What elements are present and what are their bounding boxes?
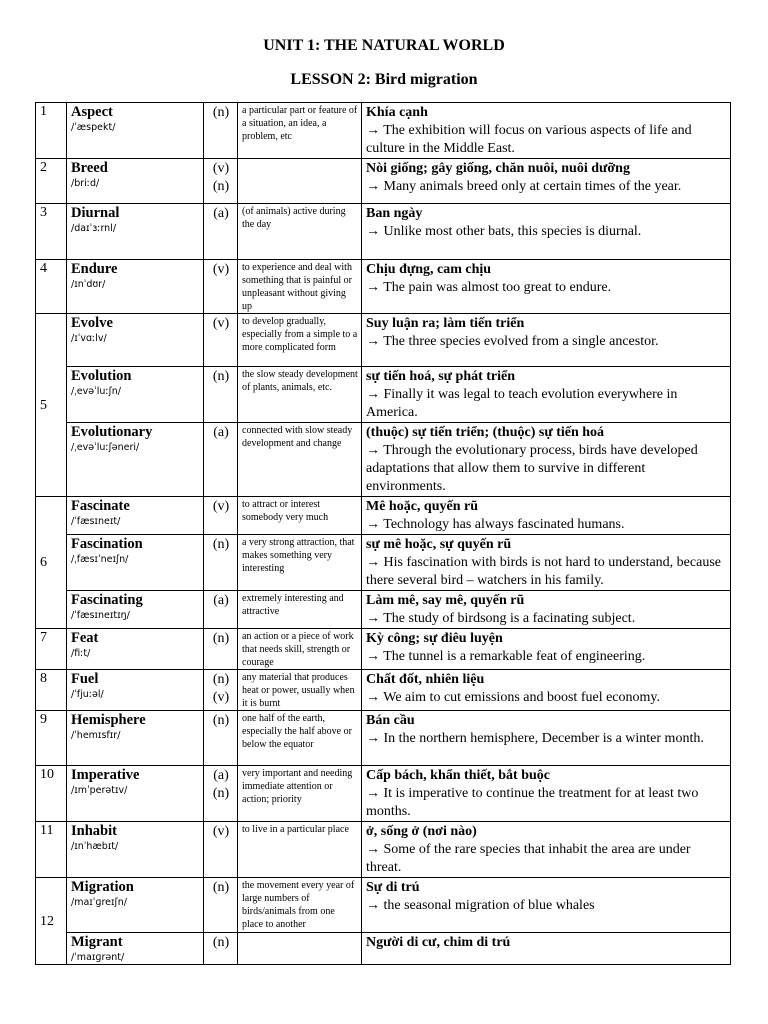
arrow-icon: →	[366, 898, 380, 913]
example-sentence	[366, 122, 727, 158]
meaning-cell	[362, 314, 731, 367]
phonetic-transcription: /briːd/	[71, 178, 100, 189]
table-row	[36, 367, 731, 423]
vietnamese-meaning: Cấp bách, khẩn thiết, bắt buộc	[366, 768, 550, 783]
part-of-speech: (a)	[213, 768, 229, 783]
row-number: 7	[36, 629, 67, 670]
definition	[238, 933, 362, 965]
example-text: Finally it was legal to teach evolution everywhere in America.	[366, 387, 678, 420]
vocab-word: Feat	[71, 630, 99, 646]
row-number: 12	[36, 878, 67, 965]
part-of-speech: (n)	[212, 369, 230, 384]
example-text: Unlike most other bats, this species is diurnal.	[383, 224, 642, 239]
word-cell	[67, 159, 204, 204]
part-of-speech-cell	[204, 497, 238, 535]
word-cell	[67, 629, 204, 670]
example-text: Technology has always fascinated humans.	[383, 517, 625, 532]
meaning-cell	[362, 878, 731, 933]
arrow-icon: →	[366, 224, 380, 239]
word-cell	[67, 497, 204, 535]
part-of-speech-cell	[204, 535, 238, 591]
word-cell	[67, 535, 204, 591]
meaning-cell	[362, 204, 731, 260]
vocabulary-table	[35, 102, 731, 965]
part-of-speech: (a)	[213, 593, 229, 608]
part-of-speech: (n)	[212, 537, 230, 552]
definition	[238, 159, 362, 204]
row-number: 5	[36, 314, 67, 497]
word-cell	[67, 822, 204, 878]
meaning-cell	[362, 535, 731, 591]
vietnamese-meaning: Ban ngày	[366, 206, 423, 221]
vocab-word: Evolutionary	[71, 424, 153, 440]
vietnamese-meaning: Khía cạnh	[366, 105, 428, 120]
definition: any material that produces heat or power, usually when it is burnt	[238, 670, 362, 711]
example-text: Some of the rare species that inhabit the area are under threat.	[366, 842, 691, 875]
example-sentence	[366, 785, 727, 821]
arrow-icon: →	[366, 649, 380, 664]
row-number: 3	[36, 204, 67, 260]
phonetic-transcription: /ɪnˈdʊr/	[71, 279, 106, 290]
phonetic-transcription: /ˈhemɪsfɪr/	[71, 730, 121, 741]
example-sentence	[366, 223, 727, 241]
vietnamese-meaning: (thuộc) sự tiến triển; (thuộc) sự tiến hoá	[366, 425, 605, 440]
word-cell	[67, 423, 204, 497]
example-text: The exhibition will focus on various aspects of life and culture in the Middle East.	[366, 123, 692, 156]
arrow-icon: →	[366, 690, 380, 705]
example-text: The three species evolved from a single ancestor.	[383, 334, 659, 349]
part-of-speech: (a)	[213, 425, 229, 440]
example-sentence	[366, 841, 727, 877]
phonetic-transcription: /daɪˈɜːrnl/	[71, 223, 117, 234]
word-cell	[67, 878, 204, 933]
part-of-speech: (v)	[212, 161, 230, 176]
phonetic-transcription: /ˌevəˈluːʃəneri/	[71, 442, 140, 453]
row-number: 11	[36, 822, 67, 878]
arrow-icon: →	[366, 387, 380, 402]
definition: extremely interesting and attractive	[238, 591, 362, 629]
part-of-speech: (n)	[212, 935, 230, 950]
vietnamese-meaning: Chịu đựng, cam chịu	[366, 262, 492, 277]
table-row	[36, 766, 731, 822]
arrow-icon: →	[366, 280, 380, 295]
example-text: The tunnel is a remarkable feat of engineering.	[383, 649, 646, 664]
vietnamese-meaning: Bán cầu	[366, 713, 415, 728]
table-row	[36, 260, 731, 314]
table-row	[36, 933, 731, 965]
table-row	[36, 822, 731, 878]
arrow-icon: →	[366, 731, 380, 746]
table-row	[36, 670, 731, 711]
vietnamese-meaning: Nòi giống; gây giống, chăn nuôi, nuôi dưỡng	[366, 161, 630, 176]
definition: a very strong attraction, that makes something very interesting	[238, 535, 362, 591]
vietnamese-meaning: sự tiến hoá, sự phát triển	[366, 369, 516, 384]
example-text: The pain was almost too great to endure.	[383, 280, 612, 295]
word-cell	[67, 103, 204, 159]
word-cell	[67, 204, 204, 260]
row-number: 10	[36, 766, 67, 822]
arrow-icon: →	[366, 842, 380, 857]
vocab-word: Fascinate	[71, 498, 130, 514]
example-sentence	[366, 554, 727, 590]
example-text: the seasonal migration of blue whales	[383, 898, 595, 913]
example-text: His fascination with birds is not hard to understand, because there several bird – watchers in his family.	[366, 555, 721, 588]
part-of-speech: (v)	[212, 316, 230, 331]
phonetic-transcription: /ɪnˈhæbɪt/	[71, 841, 119, 852]
part-of-speech: (v)	[212, 690, 230, 705]
example-sentence	[366, 610, 727, 628]
definition: an action or a piece of work that needs skill, strength or courage	[238, 629, 362, 670]
part-of-speech-cell	[204, 423, 238, 497]
arrow-icon: →	[366, 786, 380, 801]
vietnamese-meaning: Người di cư, chim di trú	[366, 935, 511, 950]
meaning-cell	[362, 766, 731, 822]
part-of-speech-cell	[204, 670, 238, 711]
vocab-word: Aspect	[71, 104, 113, 120]
row-number: 4	[36, 260, 67, 314]
phonetic-transcription: /ˈfæsɪneɪt/	[71, 516, 121, 527]
example-text: We aim to cut emissions and boost fuel economy.	[383, 690, 660, 705]
meaning-cell	[362, 629, 731, 670]
vocab-word: Fascinating	[71, 592, 143, 608]
definition: to experience and deal with something that is painful or unpleasant without giving up	[238, 260, 362, 314]
table-row	[36, 629, 731, 670]
vietnamese-meaning: Chất đốt, nhiên liệu	[366, 672, 485, 687]
table-row	[36, 497, 731, 535]
lesson-subtitle: LESSON 2: Bird migration	[290, 71, 478, 88]
vocab-word: Evolve	[71, 315, 113, 331]
part-of-speech: (n)	[212, 880, 230, 895]
meaning-cell	[362, 933, 731, 965]
phonetic-transcription: /ˈfjuːəl/	[71, 689, 104, 700]
table-row	[36, 591, 731, 629]
part-of-speech-cell	[204, 711, 238, 766]
meaning-cell	[362, 423, 731, 497]
part-of-speech-cell	[204, 822, 238, 878]
part-of-speech: (n)	[212, 105, 230, 120]
example-sentence	[366, 333, 727, 351]
row-number: 8	[36, 670, 67, 711]
example-sentence	[366, 442, 727, 496]
word-cell	[67, 367, 204, 423]
table-row	[36, 423, 731, 497]
example-text: Through the evolutionary process, birds have developed adaptations that allow them to survive in different environments.	[366, 443, 698, 494]
part-of-speech: (a)	[213, 206, 229, 221]
arrow-icon: →	[366, 179, 380, 194]
definition: to attract or interest somebody very much	[238, 497, 362, 535]
vocab-word: Evolution	[71, 368, 132, 384]
definition: the slow steady development of plants, animals, etc.	[238, 367, 362, 423]
meaning-cell	[362, 159, 731, 204]
vietnamese-meaning: Làm mê, say mê, quyến rũ	[366, 593, 525, 608]
example-text: In the northern hemisphere, December is a winter month.	[383, 731, 704, 746]
definition: to develop gradually, especially from a simple to a more complicated form	[238, 314, 362, 367]
table-row	[36, 159, 731, 204]
phonetic-transcription: /maɪˈɡreɪʃn/	[71, 897, 127, 908]
vietnamese-meaning: Kỳ công; sự điêu luyện	[366, 631, 503, 646]
word-cell	[67, 766, 204, 822]
vietnamese-meaning: Sự di trú	[366, 880, 420, 895]
part-of-speech: (v)	[212, 824, 230, 839]
part-of-speech-cell	[204, 766, 238, 822]
definition: very important and needing immediate attention or action; priority	[238, 766, 362, 822]
example-sentence	[366, 897, 727, 915]
table-row	[36, 204, 731, 260]
arrow-icon: →	[366, 123, 380, 138]
phonetic-transcription: /fiːt/	[71, 648, 91, 659]
phonetic-transcription: /ɪˈvɑːlv/	[71, 333, 107, 344]
vocab-word: Breed	[71, 160, 108, 176]
row-number: 9	[36, 711, 67, 766]
arrow-icon: →	[366, 555, 380, 570]
part-of-speech-cell	[204, 159, 238, 204]
vocab-word: Migrant	[71, 934, 123, 950]
example-text: Many animals breed only at certain times of the year.	[383, 179, 682, 194]
part-of-speech: (n)	[212, 786, 230, 801]
part-of-speech-cell	[204, 933, 238, 965]
table-row	[36, 711, 731, 766]
meaning-cell	[362, 591, 731, 629]
meaning-cell	[362, 711, 731, 766]
part-of-speech-cell	[204, 367, 238, 423]
phonetic-transcription: /ɪmˈperətɪv/	[71, 785, 128, 796]
phonetic-transcription: /ˈmaɪɡrənt/	[71, 952, 125, 963]
part-of-speech-cell	[204, 591, 238, 629]
definition: one half of the earth, especially the half above or below the equator	[238, 711, 362, 766]
example-sentence	[366, 279, 727, 297]
part-of-speech-cell	[204, 103, 238, 159]
part-of-speech: (n)	[212, 713, 230, 728]
table-row	[36, 535, 731, 591]
example-sentence	[366, 178, 727, 196]
table-row	[36, 878, 731, 933]
definition: to live in a particular place	[238, 822, 362, 878]
arrow-icon: →	[366, 611, 380, 626]
arrow-icon: →	[366, 443, 380, 458]
word-cell	[67, 591, 204, 629]
meaning-cell	[362, 103, 731, 159]
part-of-speech-cell	[204, 314, 238, 367]
vietnamese-meaning: sự mê hoặc, sự quyến rũ	[366, 537, 512, 552]
phonetic-transcription: /ˌevəˈluːʃn/	[71, 386, 122, 397]
arrow-icon: →	[366, 334, 380, 349]
vocab-word: Imperative	[71, 767, 140, 783]
definition: the movement every year of large numbers of birds/animals from one place to another	[238, 878, 362, 933]
vietnamese-meaning: ở, sống ở (nơi nào)	[366, 824, 477, 839]
vietnamese-meaning: Suy luận ra; làm tiến triển	[366, 316, 525, 331]
vocab-word: Fascination	[71, 536, 143, 552]
row-number: 1	[36, 103, 67, 159]
part-of-speech-cell	[204, 878, 238, 933]
meaning-cell	[362, 670, 731, 711]
part-of-speech: (v)	[212, 499, 230, 514]
table-row	[36, 103, 731, 159]
meaning-cell	[362, 497, 731, 535]
part-of-speech: (n)	[212, 179, 230, 194]
meaning-cell	[362, 822, 731, 878]
word-cell	[67, 711, 204, 766]
vietnamese-meaning: Mê hoặc, quyến rũ	[366, 499, 478, 514]
word-cell	[67, 260, 204, 314]
vocab-word: Diurnal	[71, 205, 120, 221]
word-cell	[67, 670, 204, 711]
phonetic-transcription: /ˌfæsɪˈneɪʃn/	[71, 554, 129, 565]
meaning-cell	[362, 260, 731, 314]
definition: a particular part or feature of a situation, an idea, a problem, etc	[238, 103, 362, 159]
example-text: It is imperative to continue the treatment for at least two months.	[366, 786, 699, 819]
part-of-speech: (n)	[212, 631, 230, 646]
part-of-speech-cell	[204, 260, 238, 314]
arrow-icon: →	[366, 517, 380, 532]
vocab-word: Fuel	[71, 671, 99, 687]
phonetic-transcription: /ˈfæsɪneɪtɪŋ/	[71, 610, 130, 621]
vocab-word: Hemisphere	[71, 712, 146, 728]
table-row	[36, 314, 731, 367]
part-of-speech: (v)	[212, 262, 230, 277]
page-title: UNIT 1: THE NATURAL WORLD	[263, 37, 505, 54]
part-of-speech: (n)	[212, 672, 230, 687]
vocab-word: Endure	[71, 261, 118, 277]
example-sentence	[366, 386, 727, 422]
word-cell	[67, 933, 204, 965]
vocab-word: Migration	[71, 879, 134, 895]
vocab-word: Inhabit	[71, 823, 117, 839]
part-of-speech-cell	[204, 629, 238, 670]
row-number: 6	[36, 497, 67, 629]
part-of-speech-cell	[204, 204, 238, 260]
definition: connected with slow steady development and change	[238, 423, 362, 497]
definition: (of animals) active during the day	[238, 204, 362, 260]
example-sentence	[366, 730, 727, 748]
example-sentence	[366, 689, 727, 707]
example-sentence	[366, 648, 727, 666]
example-sentence	[366, 516, 727, 534]
phonetic-transcription: /ˈæspekt/	[71, 122, 116, 133]
meaning-cell	[362, 367, 731, 423]
word-cell	[67, 314, 204, 367]
row-number: 2	[36, 159, 67, 204]
example-text: The study of birdsong is a facinating subject.	[383, 611, 636, 626]
